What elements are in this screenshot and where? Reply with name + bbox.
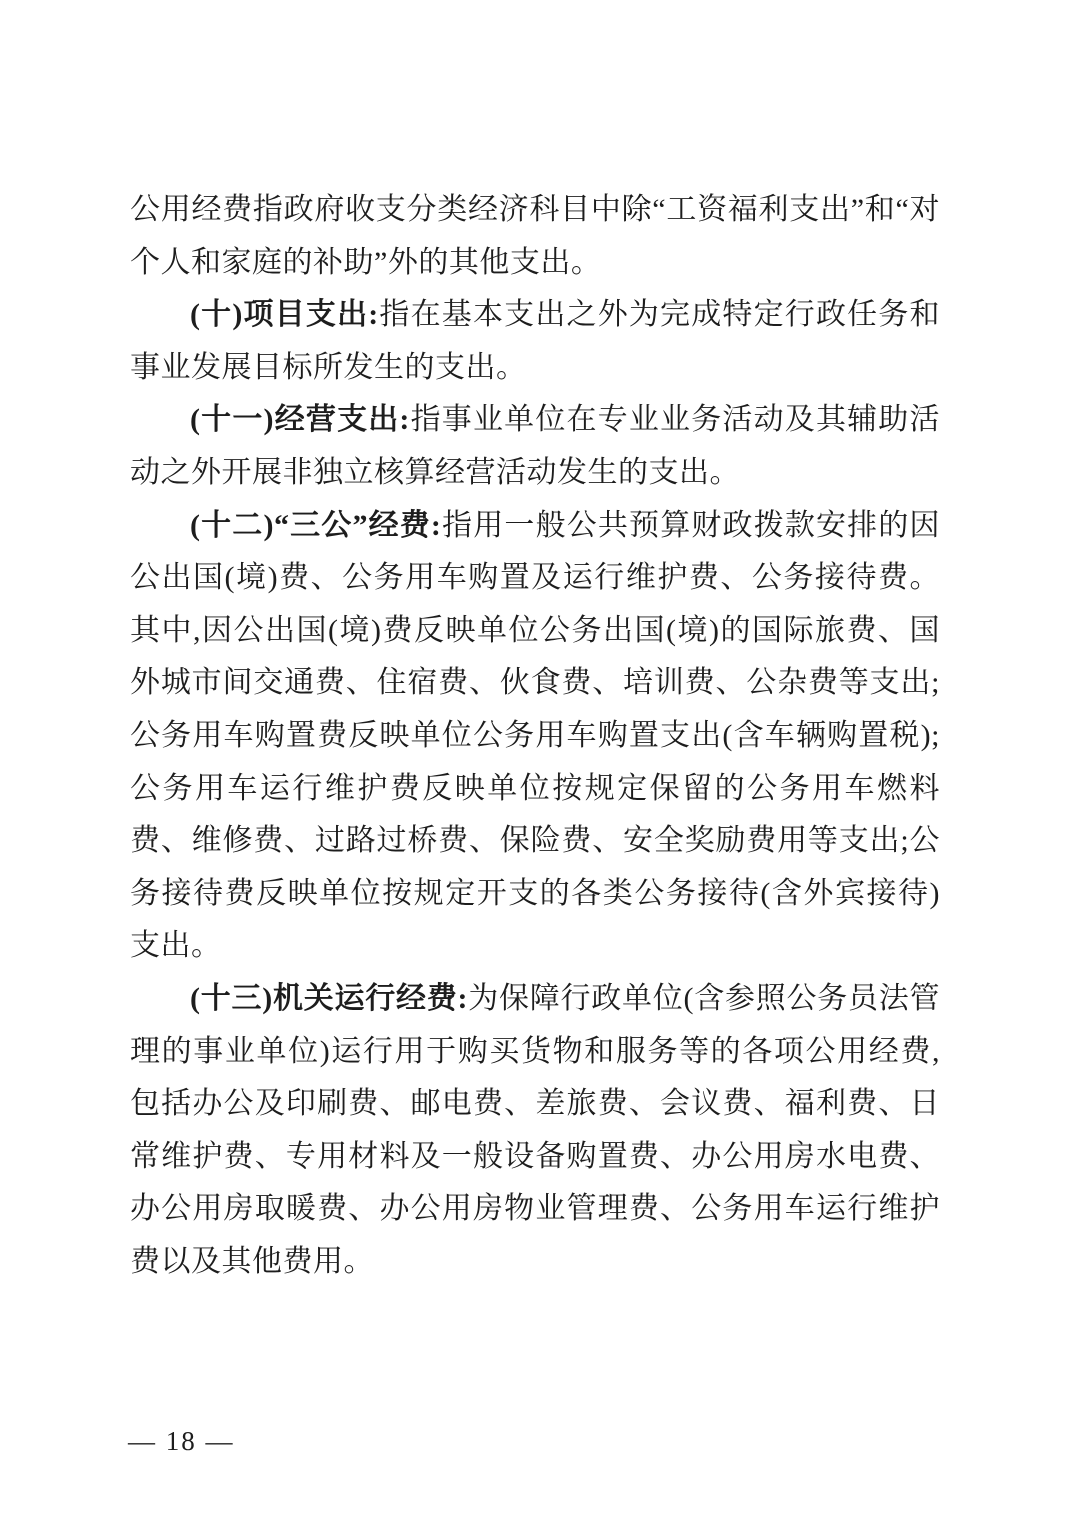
paragraph-item-10	[130, 289, 940, 394]
document-body	[130, 184, 940, 1288]
paragraph-text: 指用一般公共预算财政拨款安排的因公出国(境)费、公务用车购置及运行维护费、公务接待费。其中,因公出国(境)费反映单位公务出国(境)的国际旅费、国外城市间交通费、住宿费、伙食费、培训费、公杂费等支出;公务用车购置费反映单位公务用车购置支出(含车辆购置税);公务用车运行维护费反映单位按规定保留的公务用车燃料费、维修费、过路过桥费、保险费、安全奖励费用等支出;公务接待费反映单位按规定开支的各类公务接待(含外宾接待)支出。	[130, 508, 940, 963]
paragraph-lead: (十二)“三公”经费:	[190, 508, 442, 542]
paragraph-text: 指在基本支出之外为完成特定行政任务和事业发展目标所发生的支出。	[130, 298, 941, 384]
page-number: — 18 —	[128, 1426, 235, 1456]
paragraph-text: 为保障行政单位(含参照公务员法管理的事业单位)运行用于购买货物和服务等的各项公用经费,包括办公及印刷费、邮电费、差旅费、会议费、福利费、日常维护费、专用材料及一般设备购置费、办公用房水电费、办公用房取暖费、办公用房物业管理费、公务用车运行维护费以及其他费用。	[130, 981, 940, 1278]
paragraph-item-13	[130, 973, 940, 1289]
paragraph-continuation	[130, 184, 940, 289]
paragraph-item-11	[130, 394, 940, 499]
paragraph-lead: (十三)机关运行经费:	[190, 981, 468, 1015]
paragraph-item-12	[130, 500, 940, 973]
paragraph-text: 公用经费指政府收支分类经济科目中除“工资福利支出”和“对个人和家庭的补助”外的其他支出。	[130, 193, 940, 279]
paragraph-text: 指事业单位在专业业务活动及其辅助活动之外开展非独立核算经营活动发生的支出。	[130, 403, 940, 489]
paragraph-lead: (十)项目支出:	[190, 298, 379, 332]
paragraph-lead: (十一)经营支出:	[190, 403, 410, 437]
